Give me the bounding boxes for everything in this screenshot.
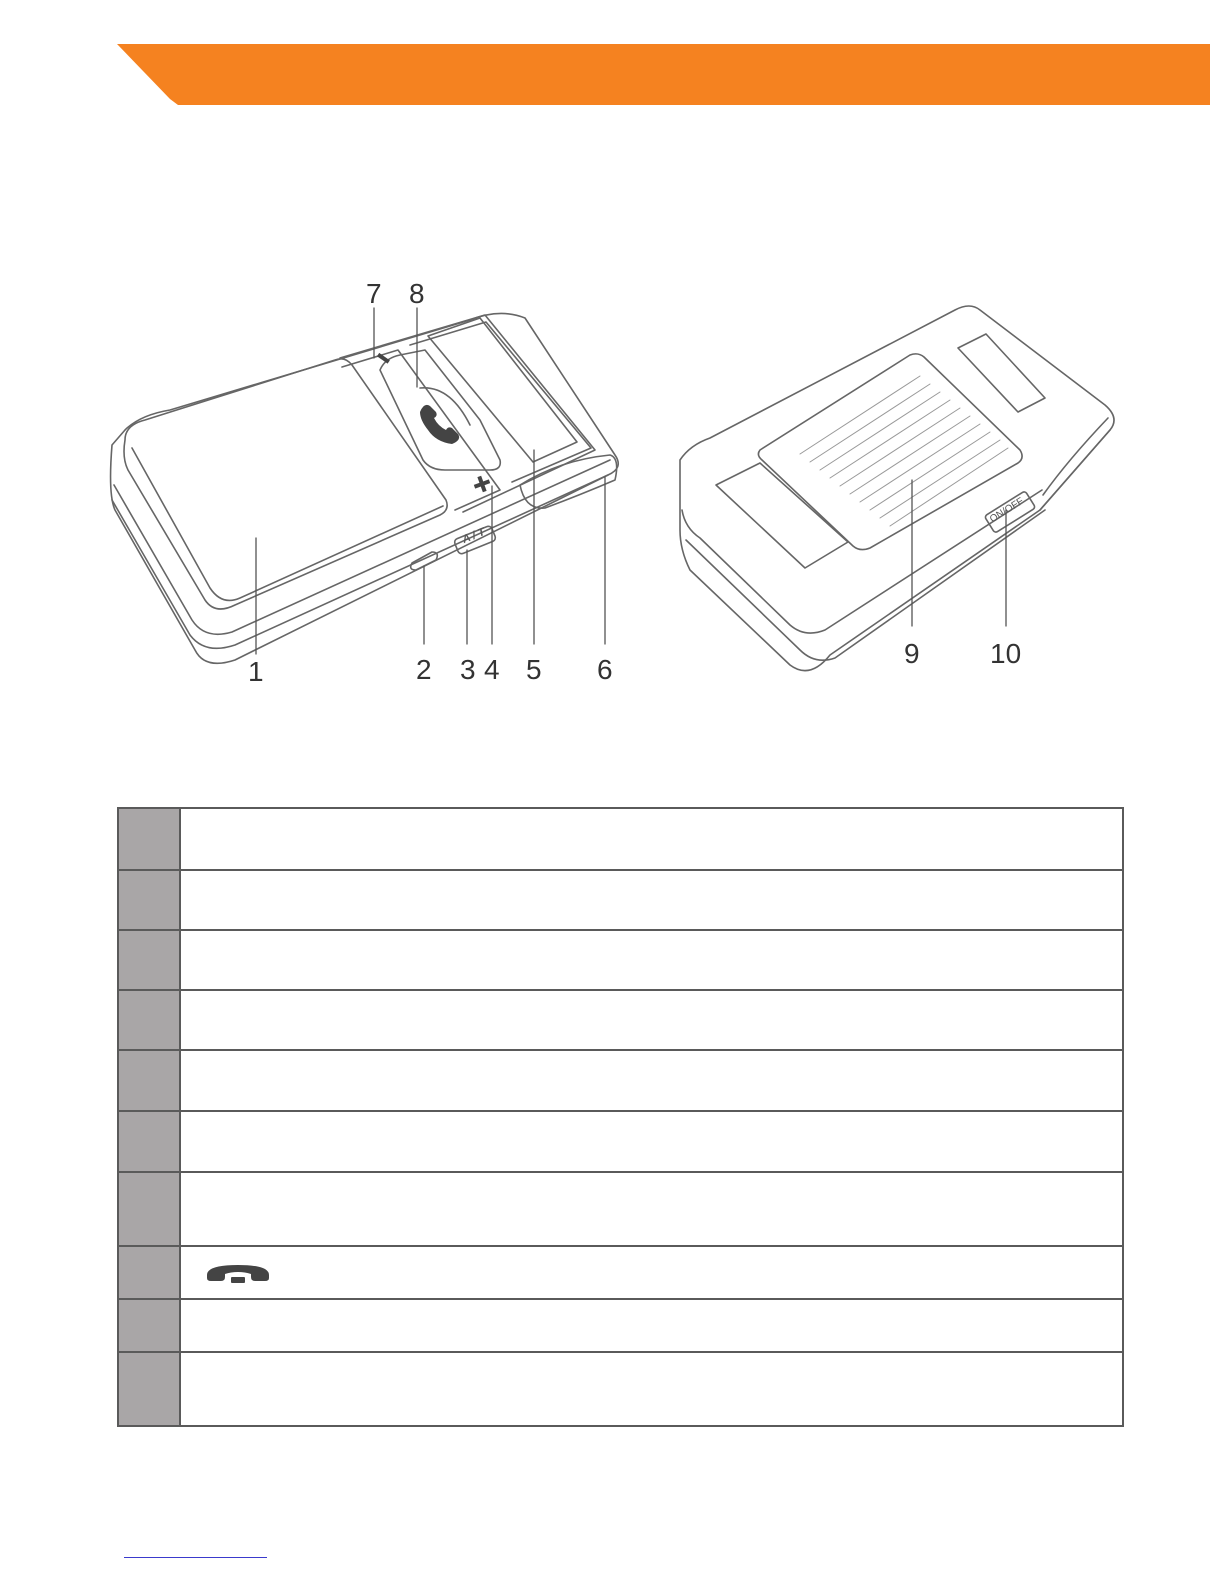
- row-number-cell: [118, 1246, 180, 1299]
- device-illustration: [0, 270, 1224, 700]
- table-row: [118, 1299, 1123, 1352]
- row-description-cell: [180, 1352, 1123, 1426]
- callout-2: 2: [416, 654, 432, 685]
- row-description-cell: [180, 1172, 1123, 1246]
- row-description-cell: [180, 1299, 1123, 1352]
- row-description-cell: [180, 990, 1123, 1050]
- row-number-cell: [118, 930, 180, 990]
- mode-key-label: A / T: [460, 526, 487, 546]
- phone-handset-icon: [420, 405, 459, 444]
- row-number-cell: [118, 808, 180, 870]
- callout-leader-lines: [256, 308, 1006, 654]
- row-number-cell: [118, 870, 180, 930]
- header-band: [0, 0, 1224, 110]
- table-row: [118, 990, 1123, 1050]
- row-number-cell: [118, 1172, 180, 1246]
- table-row: [118, 1352, 1123, 1426]
- table-row: [118, 870, 1123, 930]
- row-number-cell: [118, 1352, 180, 1426]
- row-description-cell: [180, 808, 1123, 870]
- callout-3: 3: [460, 654, 476, 685]
- row-description-cell: [180, 870, 1123, 930]
- front-device-view: [111, 313, 619, 663]
- row-description-cell: [180, 1050, 1123, 1111]
- solar-panel-lines: [800, 376, 1008, 526]
- hang-up-icon: [205, 1261, 271, 1285]
- callout-8: 8: [409, 278, 425, 309]
- table-row: [118, 808, 1123, 870]
- row-description-cell: [180, 1246, 1123, 1299]
- row-description-cell: [180, 1111, 1123, 1172]
- row-number-cell: [118, 1299, 180, 1352]
- row-number-cell: [118, 1050, 180, 1111]
- device-diagram: [0, 270, 1224, 700]
- callout-4: 4: [484, 654, 500, 685]
- power-switch-label: ON/OFF: [987, 495, 1026, 526]
- call-button-outline: [380, 350, 500, 470]
- header-band-shape: [117, 44, 1210, 105]
- callout-9: 9: [904, 638, 920, 669]
- callout-6: 6: [597, 654, 613, 685]
- row-number-cell: [118, 990, 180, 1050]
- back-device-view: [680, 306, 1114, 671]
- row-description-cell: [180, 930, 1123, 990]
- parts-legend-table: [117, 807, 1124, 1427]
- callout-7: 7: [366, 278, 382, 309]
- table-row: [118, 1172, 1123, 1246]
- callout-5: 5: [526, 654, 542, 685]
- speaker-panel: [124, 359, 447, 609]
- table-row: [118, 1246, 1123, 1299]
- table-row: [118, 1111, 1123, 1172]
- row-number-cell: [118, 1111, 180, 1172]
- table-row: [118, 930, 1123, 990]
- callout-10: 10: [990, 638, 1022, 669]
- table-row: [118, 1050, 1123, 1111]
- callout-1: 1: [248, 656, 264, 687]
- footer-link-underline[interactable]: [124, 1557, 267, 1558]
